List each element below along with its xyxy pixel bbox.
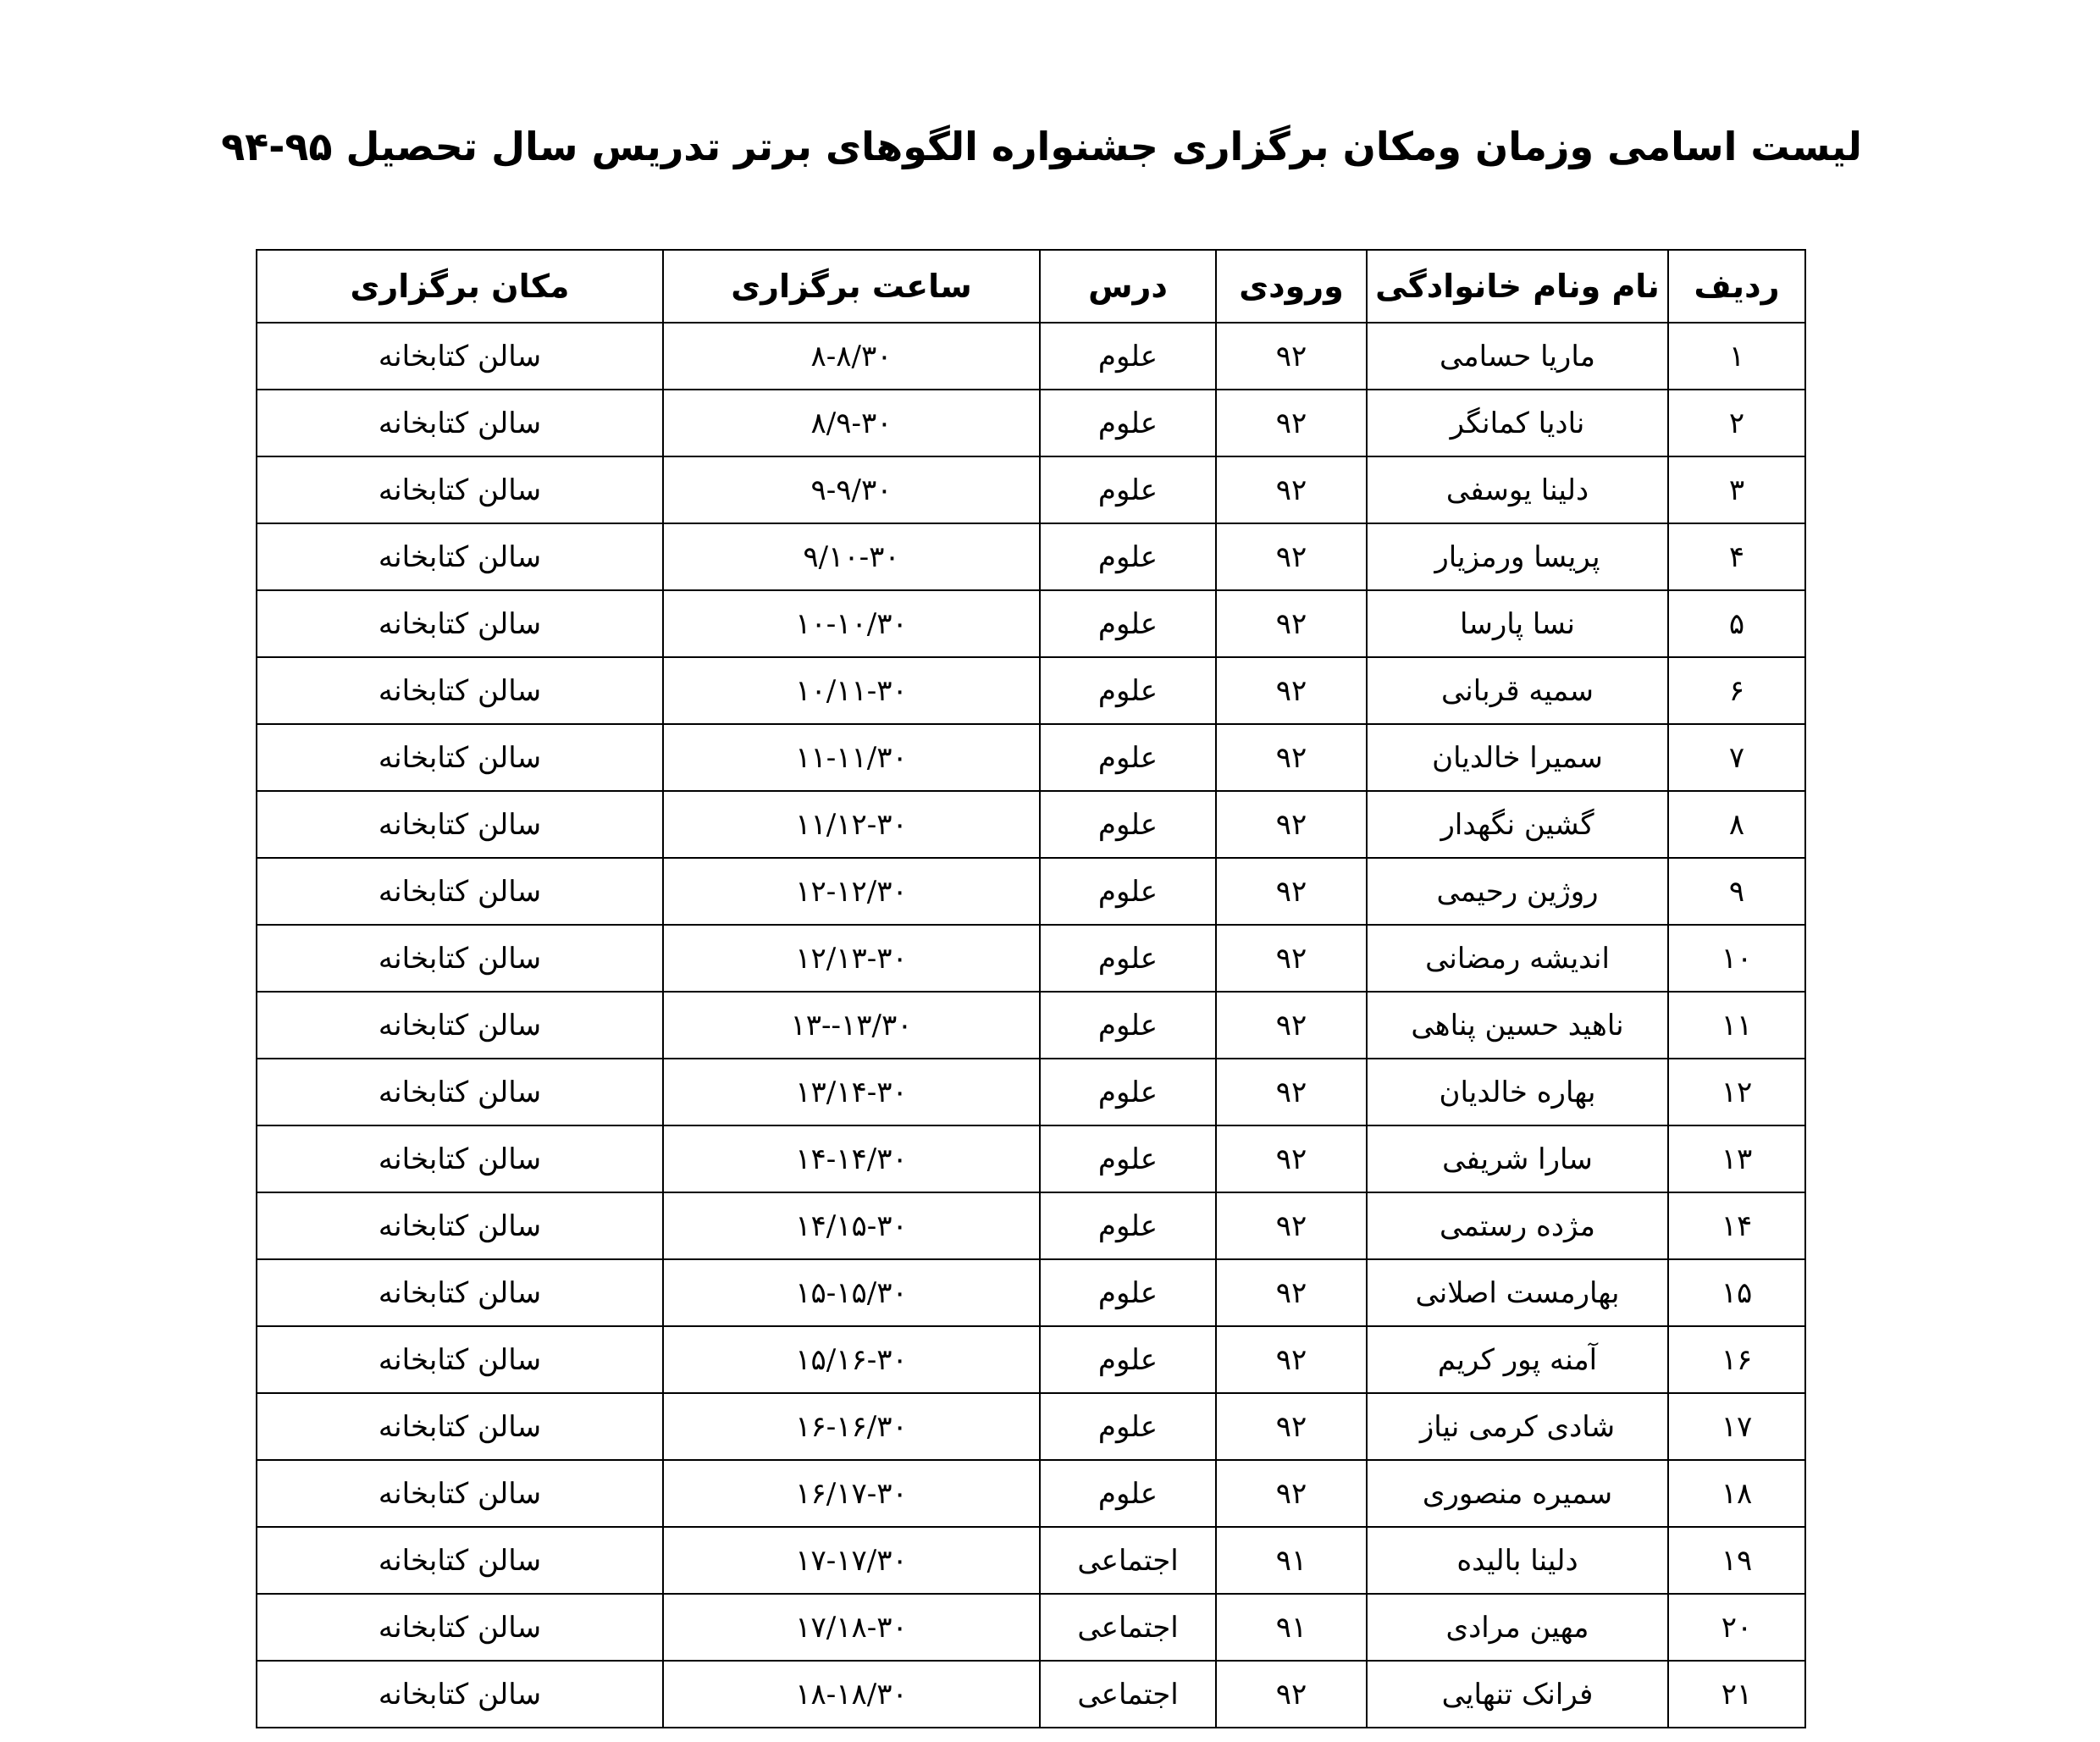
- cell-entry-year: ۹۲: [1216, 390, 1367, 456]
- table-row: [257, 791, 1805, 858]
- time-text: ۱۸-۱۸/۳۰: [795, 1677, 908, 1712]
- cell-entry-year: ۹۲: [1216, 1059, 1367, 1125]
- cell-course: علوم: [1040, 323, 1216, 390]
- cell-entry-year: ۹۲: [1216, 657, 1367, 724]
- header-full-name: نام ونام خانوادگی: [1367, 250, 1668, 323]
- cell-entry-year: ۹۲: [1216, 858, 1367, 925]
- cell-row-number: ۱۷: [1668, 1393, 1805, 1460]
- table-row: [257, 657, 1805, 724]
- cell-full-name: آمنه پور کریم: [1367, 1326, 1668, 1393]
- cell-row-number: ۲۰: [1668, 1594, 1805, 1661]
- cell-course: علوم: [1040, 1259, 1216, 1326]
- cell-row-number: ۱۰: [1668, 925, 1805, 992]
- time-text: ۱۷/۱۸-۳۰: [795, 1610, 908, 1645]
- cell-course: علوم: [1040, 992, 1216, 1059]
- cell-row-number: ۱۱: [1668, 992, 1805, 1059]
- cell-time: [663, 1661, 1040, 1728]
- cell-row-number: ۱۲: [1668, 1059, 1805, 1125]
- page-title-text: لیست اسامی وزمان ومکان برگزاری جشنواره الگوهای برتر تدریس سال تحصیل ۹۵-۹۴: [221, 124, 1862, 169]
- cell-full-name: ناهید حسین پناهی: [1367, 992, 1668, 1059]
- time-text: ۱۳/۱۴-۳۰: [795, 1075, 908, 1109]
- cell-course: علوم: [1040, 1460, 1216, 1527]
- cell-row-number: ۹: [1668, 858, 1805, 925]
- cell-full-name: گشین نگهدار: [1367, 791, 1668, 858]
- cell-course: اجتماعی: [1040, 1527, 1216, 1594]
- cell-place: سالن کتابخانه: [257, 390, 663, 456]
- header-row: [257, 250, 1805, 323]
- header-place: مکان برگزاری: [257, 250, 663, 323]
- cell-course: علوم: [1040, 523, 1216, 590]
- cell-entry-year: ۹۲: [1216, 1259, 1367, 1326]
- cell-full-name: دلینا یوسفی: [1367, 456, 1668, 523]
- cell-time: [663, 1393, 1040, 1460]
- cell-full-name: بهارمست اصلانی: [1367, 1259, 1668, 1326]
- cell-time: [663, 724, 1040, 791]
- time-text: ۹/۱۰-۳۰: [803, 539, 900, 574]
- cell-place: سالن کتابخانه: [257, 791, 663, 858]
- table-body: [257, 323, 1805, 1728]
- time-text: ۱۳--۱۳/۳۰: [790, 1008, 913, 1042]
- time-text: ۱۶-۱۶/۳۰: [795, 1409, 908, 1444]
- page-title: [0, 108, 2100, 185]
- cell-time: [663, 323, 1040, 390]
- cell-full-name: نسا پارسا: [1367, 590, 1668, 657]
- time-text: ۸/۹-۳۰: [810, 406, 892, 440]
- cell-time: [663, 1594, 1040, 1661]
- cell-full-name: سمیرا خالدیان: [1367, 724, 1668, 791]
- cell-course: اجتماعی: [1040, 1661, 1216, 1728]
- cell-course: اجتماعی: [1040, 1594, 1216, 1661]
- cell-full-name: شادی کرمی نیاز: [1367, 1393, 1668, 1460]
- table-row: [257, 1393, 1805, 1460]
- cell-entry-year: ۹۱: [1216, 1527, 1367, 1594]
- cell-place: سالن کتابخانه: [257, 1192, 663, 1259]
- cell-row-number: ۱۳: [1668, 1125, 1805, 1192]
- cell-full-name: سارا شریفی: [1367, 1125, 1668, 1192]
- cell-time: [663, 791, 1040, 858]
- cell-row-number: ۲۱: [1668, 1661, 1805, 1728]
- time-text: ۱۴-۱۴/۳۰: [795, 1142, 908, 1176]
- cell-place: سالن کتابخانه: [257, 657, 663, 724]
- table-row: [257, 390, 1805, 456]
- cell-entry-year: ۹۲: [1216, 992, 1367, 1059]
- time-text: ۱۴/۱۵-۳۰: [795, 1208, 908, 1243]
- cell-row-number: ۷: [1668, 724, 1805, 791]
- time-text: ۱۵-۱۵/۳۰: [795, 1275, 908, 1310]
- cell-full-name: اندیشه رمضانی: [1367, 925, 1668, 992]
- time-text: ۱۲/۱۳-۳۰: [795, 941, 908, 976]
- cell-entry-year: ۹۲: [1216, 1661, 1367, 1728]
- time-text: ۱۶/۱۷-۳۰: [795, 1476, 908, 1511]
- cell-course: علوم: [1040, 925, 1216, 992]
- table-row: [257, 323, 1805, 390]
- cell-row-number: ۶: [1668, 657, 1805, 724]
- cell-time: [663, 992, 1040, 1059]
- header-time: ساعت برگزاری: [663, 250, 1040, 323]
- time-text: ۱۱/۱۲-۳۰: [795, 807, 908, 842]
- schedule-table: [256, 249, 1806, 1728]
- cell-time: [663, 1326, 1040, 1393]
- cell-entry-year: ۹۲: [1216, 1125, 1367, 1192]
- cell-place: سالن کتابخانه: [257, 323, 663, 390]
- cell-full-name: نادیا کمانگر: [1367, 390, 1668, 456]
- cell-time: [663, 1125, 1040, 1192]
- cell-full-name: مهین مرادی: [1367, 1594, 1668, 1661]
- cell-time: [663, 657, 1040, 724]
- time-text: ۱۵/۱۶-۳۰: [795, 1342, 908, 1377]
- table-header: [257, 250, 1805, 323]
- cell-entry-year: ۹۲: [1216, 456, 1367, 523]
- cell-time: [663, 390, 1040, 456]
- cell-time: [663, 523, 1040, 590]
- table-row: [257, 1259, 1805, 1326]
- cell-row-number: ۱۴: [1668, 1192, 1805, 1259]
- table-row: [257, 1661, 1805, 1728]
- cell-entry-year: ۹۲: [1216, 925, 1367, 992]
- cell-place: سالن کتابخانه: [257, 858, 663, 925]
- cell-row-number: ۱: [1668, 323, 1805, 390]
- header-entry-year: ورودی: [1216, 250, 1367, 323]
- table-row: [257, 1460, 1805, 1527]
- cell-course: علوم: [1040, 791, 1216, 858]
- cell-entry-year: ۹۲: [1216, 1192, 1367, 1259]
- cell-time: [663, 925, 1040, 992]
- table-row: [257, 590, 1805, 657]
- cell-entry-year: ۹۲: [1216, 1393, 1367, 1460]
- table-row: [257, 523, 1805, 590]
- cell-place: سالن کتابخانه: [257, 1661, 663, 1728]
- table-row: [257, 1527, 1805, 1594]
- cell-place: سالن کتابخانه: [257, 724, 663, 791]
- time-text: ۱۲-۱۲/۳۰: [795, 874, 908, 909]
- cell-course: علوم: [1040, 456, 1216, 523]
- cell-time: [663, 456, 1040, 523]
- time-text: ۱۷-۱۷/۳۰: [795, 1543, 908, 1578]
- cell-place: سالن کتابخانه: [257, 456, 663, 523]
- table-row: [257, 925, 1805, 992]
- time-text: ۹-۹/۳۰: [810, 473, 892, 507]
- cell-full-name: بهاره خالدیان: [1367, 1059, 1668, 1125]
- cell-full-name: مژده رستمی: [1367, 1192, 1668, 1259]
- table-row: [257, 1326, 1805, 1393]
- cell-course: علوم: [1040, 1326, 1216, 1393]
- cell-time: [663, 1259, 1040, 1326]
- cell-entry-year: ۹۲: [1216, 1460, 1367, 1527]
- cell-course: علوم: [1040, 1192, 1216, 1259]
- cell-full-name: ماریا حسامی: [1367, 323, 1668, 390]
- table-row: [257, 724, 1805, 791]
- cell-row-number: ۸: [1668, 791, 1805, 858]
- cell-place: سالن کتابخانه: [257, 590, 663, 657]
- cell-place: سالن کتابخانه: [257, 1594, 663, 1661]
- time-text: ۱۰-۱۰/۳۰: [795, 606, 908, 641]
- table-row: [257, 858, 1805, 925]
- cell-place: سالن کتابخانه: [257, 1460, 663, 1527]
- cell-place: سالن کتابخانه: [257, 523, 663, 590]
- cell-full-name: سمیره منصوری: [1367, 1460, 1668, 1527]
- cell-entry-year: ۹۲: [1216, 724, 1367, 791]
- cell-entry-year: ۹۲: [1216, 590, 1367, 657]
- cell-full-name: سمیه قربانی: [1367, 657, 1668, 724]
- cell-row-number: ۴: [1668, 523, 1805, 590]
- cell-time: [663, 1059, 1040, 1125]
- cell-course: علوم: [1040, 657, 1216, 724]
- cell-entry-year: ۹۲: [1216, 323, 1367, 390]
- cell-course: علوم: [1040, 1393, 1216, 1460]
- cell-entry-year: ۹۲: [1216, 523, 1367, 590]
- time-text: ۱۰/۱۱-۳۰: [795, 673, 908, 708]
- cell-time: [663, 1192, 1040, 1259]
- cell-place: سالن کتابخانه: [257, 1059, 663, 1125]
- cell-place: سالن کتابخانه: [257, 1393, 663, 1460]
- cell-full-name: دلینا بالیده: [1367, 1527, 1668, 1594]
- cell-entry-year: ۹۲: [1216, 791, 1367, 858]
- cell-row-number: ۳: [1668, 456, 1805, 523]
- cell-course: علوم: [1040, 390, 1216, 456]
- cell-place: سالن کتابخانه: [257, 925, 663, 992]
- cell-course: علوم: [1040, 858, 1216, 925]
- cell-row-number: ۱۸: [1668, 1460, 1805, 1527]
- time-text: ۸-۸/۳۰: [810, 339, 892, 373]
- cell-entry-year: ۹۱: [1216, 1594, 1367, 1661]
- table-row: [257, 1594, 1805, 1661]
- table-row: [257, 992, 1805, 1059]
- header-course: درس: [1040, 250, 1216, 323]
- cell-course: علوم: [1040, 724, 1216, 791]
- cell-entry-year: ۹۲: [1216, 1326, 1367, 1393]
- table-row: [257, 1192, 1805, 1259]
- cell-place: سالن کتابخانه: [257, 1527, 663, 1594]
- cell-full-name: روژین رحیمی: [1367, 858, 1668, 925]
- cell-course: علوم: [1040, 1125, 1216, 1192]
- header-row-number: ردیف: [1668, 250, 1805, 323]
- cell-full-name: پریسا ورمزیار: [1367, 523, 1668, 590]
- cell-full-name: فرانک تنهایی: [1367, 1661, 1668, 1728]
- table-row: [257, 1059, 1805, 1125]
- cell-time: [663, 590, 1040, 657]
- cell-row-number: ۱۹: [1668, 1527, 1805, 1594]
- cell-place: سالن کتابخانه: [257, 1259, 663, 1326]
- cell-place: سالن کتابخانه: [257, 1326, 663, 1393]
- cell-row-number: ۵: [1668, 590, 1805, 657]
- cell-row-number: ۱۶: [1668, 1326, 1805, 1393]
- table-row: [257, 1125, 1805, 1192]
- time-text: ۱۱-۱۱/۳۰: [795, 740, 908, 775]
- cell-place: سالن کتابخانه: [257, 992, 663, 1059]
- cell-time: [663, 1460, 1040, 1527]
- cell-time: [663, 858, 1040, 925]
- cell-row-number: ۲: [1668, 390, 1805, 456]
- cell-time: [663, 1527, 1040, 1594]
- cell-row-number: ۱۵: [1668, 1259, 1805, 1326]
- table-row: [257, 456, 1805, 523]
- cell-course: علوم: [1040, 1059, 1216, 1125]
- cell-course: علوم: [1040, 590, 1216, 657]
- cell-place: سالن کتابخانه: [257, 1125, 663, 1192]
